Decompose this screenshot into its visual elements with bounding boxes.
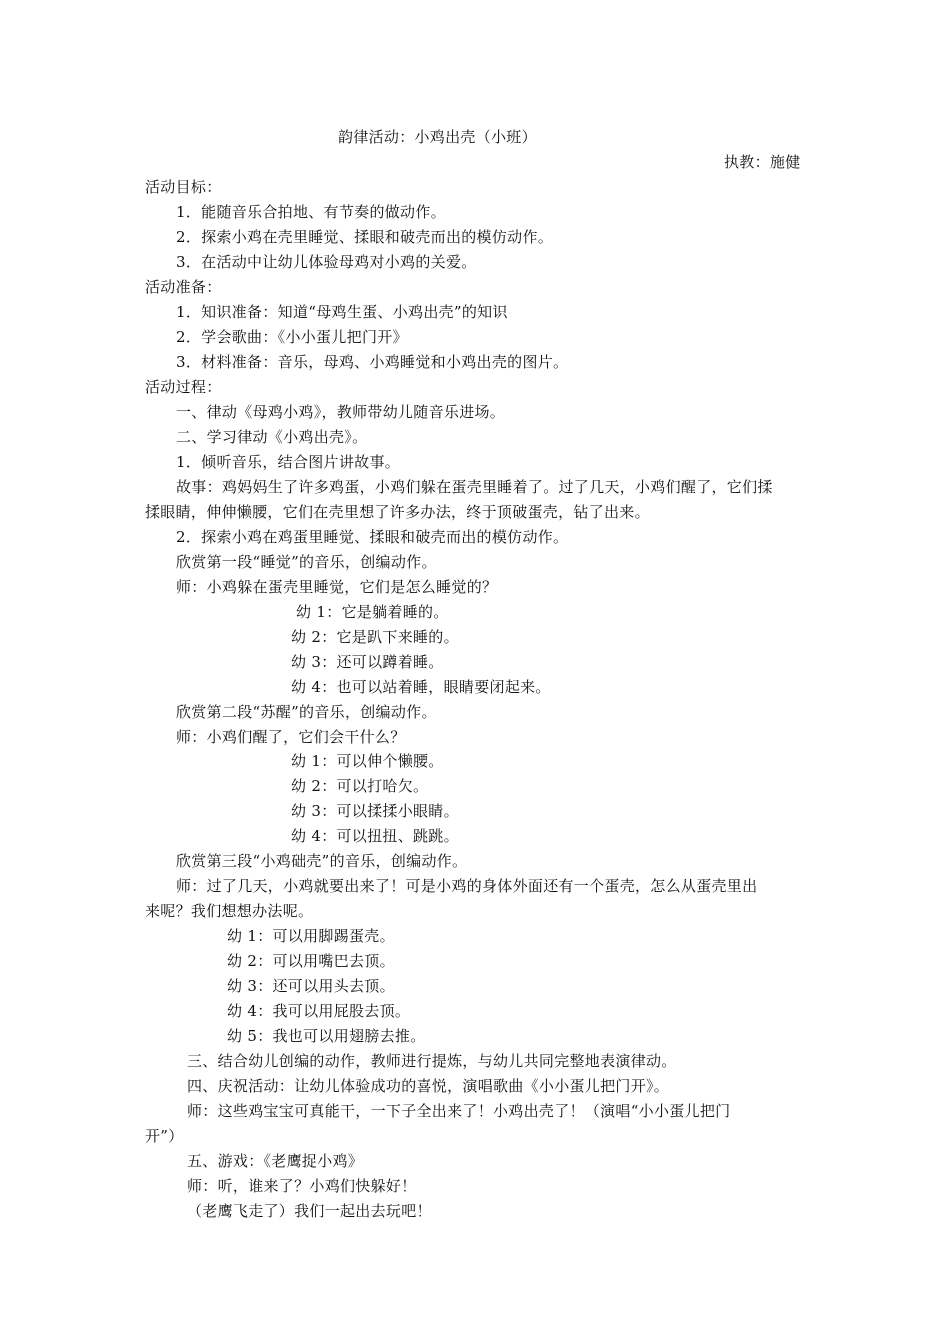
- teacher-line: 执教：施健: [724, 153, 801, 171]
- process-heading: 活动过程：: [145, 378, 222, 396]
- segment-3-answer-4: 幼 4：我可以用屁股去顶。: [227, 1002, 411, 1020]
- process-step-1: 一、律动《母鸡小鸡》，教师带幼儿随音乐进场。: [176, 403, 506, 421]
- segment-2-question: 师：小鸡们醒了，它们会干什么？: [176, 728, 406, 746]
- segment-2-intro: 欣赏第二段“苏醒”的音乐，创编动作。: [176, 703, 437, 721]
- segment-1-answer-4: 幼 4：也可以站着睡，眼睛要闭起来。: [291, 678, 551, 696]
- goal-item-3: 3．在活动中让幼儿体验母鸡对小鸡的关爱。: [176, 253, 477, 271]
- process-step-2-2: 2．探索小鸡在鸡蛋里睡觉、揉眼和破壳而出的模仿动作。: [176, 528, 569, 546]
- segment-1-intro: 欣赏第一段“睡觉”的音乐，创编动作。: [176, 553, 437, 571]
- segment-2-answer-2: 幼 2：可以打哈欠。: [291, 777, 429, 795]
- segment-2-answer-3: 幼 3：可以揉揉小眼睛。: [291, 802, 459, 820]
- segment-2-answer-1: 幼 1：可以伸个懒腰。: [291, 752, 444, 770]
- segment-3-question-line-1: 师：过了几天，小鸡就要出来了！可是小鸡的身体外面还有一个蛋壳，怎么从蛋壳里出: [176, 877, 758, 895]
- segment-3-question-line-2: 来呢？我们想想办法呢。: [145, 902, 314, 920]
- segment-1-answer-2: 幼 2：它是趴下来睡的。: [291, 628, 459, 646]
- process-step-4: 四、庆祝活动：让幼儿体验成功的喜悦，演唱歌曲《小小蛋儿把门开》。: [187, 1077, 670, 1095]
- segment-1-answer-3: 幼 3：还可以蹲着睡。: [291, 653, 444, 671]
- segment-1-question: 师：小鸡躲在蛋壳里睡觉，它们是怎么睡觉的？: [176, 578, 498, 596]
- segment-1-answer-1: 幼 1：它是躺着睡的。: [296, 603, 449, 621]
- step-4-teacher-line-1: 师：这些鸡宝宝可真能干，一下子全出来了！小鸡出壳了！（演唱“小小蛋儿把门: [187, 1102, 731, 1120]
- step-5-closing-line: （老鹰飞走了）我们一起出去玩吧！: [187, 1202, 432, 1220]
- segment-3-answer-3: 幼 3：还可以用头去顶。: [227, 977, 395, 995]
- story-line-2: 揉眼睛，伸伸懒腰，它们在壳里想了许多办法，终于顶破蛋壳，钻了出来。: [145, 503, 650, 521]
- process-step-2: 二、学习律动《小鸡出壳》。: [176, 428, 368, 446]
- process-step-2-1: 1．倾听音乐，结合图片讲故事。: [176, 453, 401, 471]
- document-title: 韵律活动：小鸡出壳（小班）: [338, 128, 537, 146]
- step-5-teacher-line: 师：听，谁来了？小鸡们快躲好！: [187, 1177, 417, 1195]
- process-step-5: 五、游戏：《老鹰捉小鸡》: [187, 1152, 364, 1170]
- goal-item-2: 2．探索小鸡在壳里睡觉、揉眼和破壳而出的模仿动作。: [176, 228, 554, 246]
- story-line-1: 故事：鸡妈妈生了许多鸡蛋，小鸡们躲在蛋壳里睡着了。过了几天，小鸡们醒了，它们揉: [176, 478, 773, 496]
- segment-3-answer-5: 幼 5：我也可以用翅膀去推。: [227, 1027, 426, 1045]
- prep-item-1: 1．知识准备：知道“母鸡生蛋、小鸡出壳”的知识: [176, 303, 508, 321]
- prep-item-2: 2．学会歌曲：《小小蛋儿把门开》: [176, 328, 408, 346]
- segment-3-answer-2: 幼 2：可以用嘴巴去顶。: [227, 952, 395, 970]
- segment-3-answer-1: 幼 1：可以用脚踢蛋壳。: [227, 927, 395, 945]
- prep-heading: 活动准备：: [145, 278, 222, 296]
- segment-3-intro: 欣赏第三段“小鸡础壳”的音乐，创编动作。: [176, 852, 468, 870]
- process-step-3: 三、结合幼儿创编的动作，教师进行提炼，与幼儿共同完整地表演律动。: [187, 1052, 677, 1070]
- prep-item-3: 3．材料准备：音乐，母鸡、小鸡睡觉和小鸡出壳的图片。: [176, 353, 569, 371]
- segment-2-answer-4: 幼 4：可以扭扭、跳跳。: [291, 827, 459, 845]
- step-4-teacher-line-2: 开”）: [145, 1127, 184, 1145]
- goals-heading: 活动目标：: [145, 178, 222, 196]
- goal-item-1: 1．能随音乐合拍地、有节奏的做动作。: [176, 203, 446, 221]
